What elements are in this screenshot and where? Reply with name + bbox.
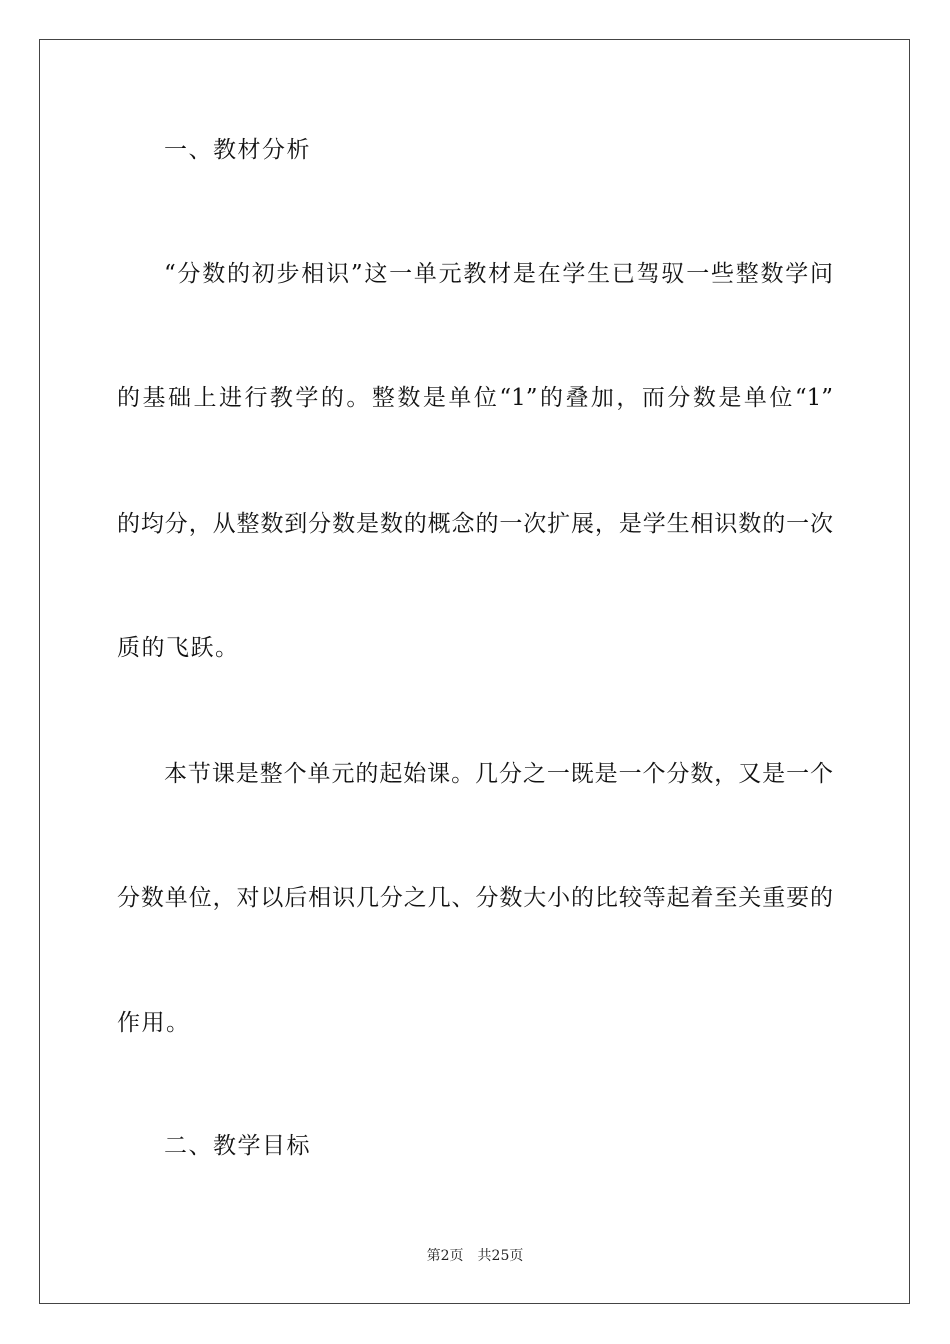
paragraph-line: 的基础上进行教学的。整数是单位“1”的叠加，而分数是单位“1” — [117, 385, 833, 411]
page-total: 共25页 — [477, 1248, 524, 1264]
page-border — [39, 39, 910, 1304]
section-heading-textbook-analysis: 一、教材分析 — [164, 137, 311, 163]
paragraph-line: 本节课是整个单元的起始课。几分之一既是一个分数，又是一个 — [164, 761, 833, 787]
page-footer — [0, 1247, 950, 1265]
section-heading-teaching-goals: 二、教学目标 — [164, 1133, 311, 1159]
page-number: 第2页 — [426, 1248, 464, 1264]
paragraph-line: “分数的初步相识”这一单元教材是在学生已驾驭一些整数学问 — [164, 261, 833, 287]
paragraph-line: 质的飞跃。 — [117, 635, 240, 661]
paragraph-line: 作用。 — [117, 1010, 191, 1036]
paragraph-line: 的均分，从整数到分数是数的概念的一次扩展，是学生相识数的一次 — [117, 511, 833, 537]
paragraph-line: 分数单位，对以后相识几分之几、分数大小的比较等起着至关重要的 — [117, 885, 833, 911]
